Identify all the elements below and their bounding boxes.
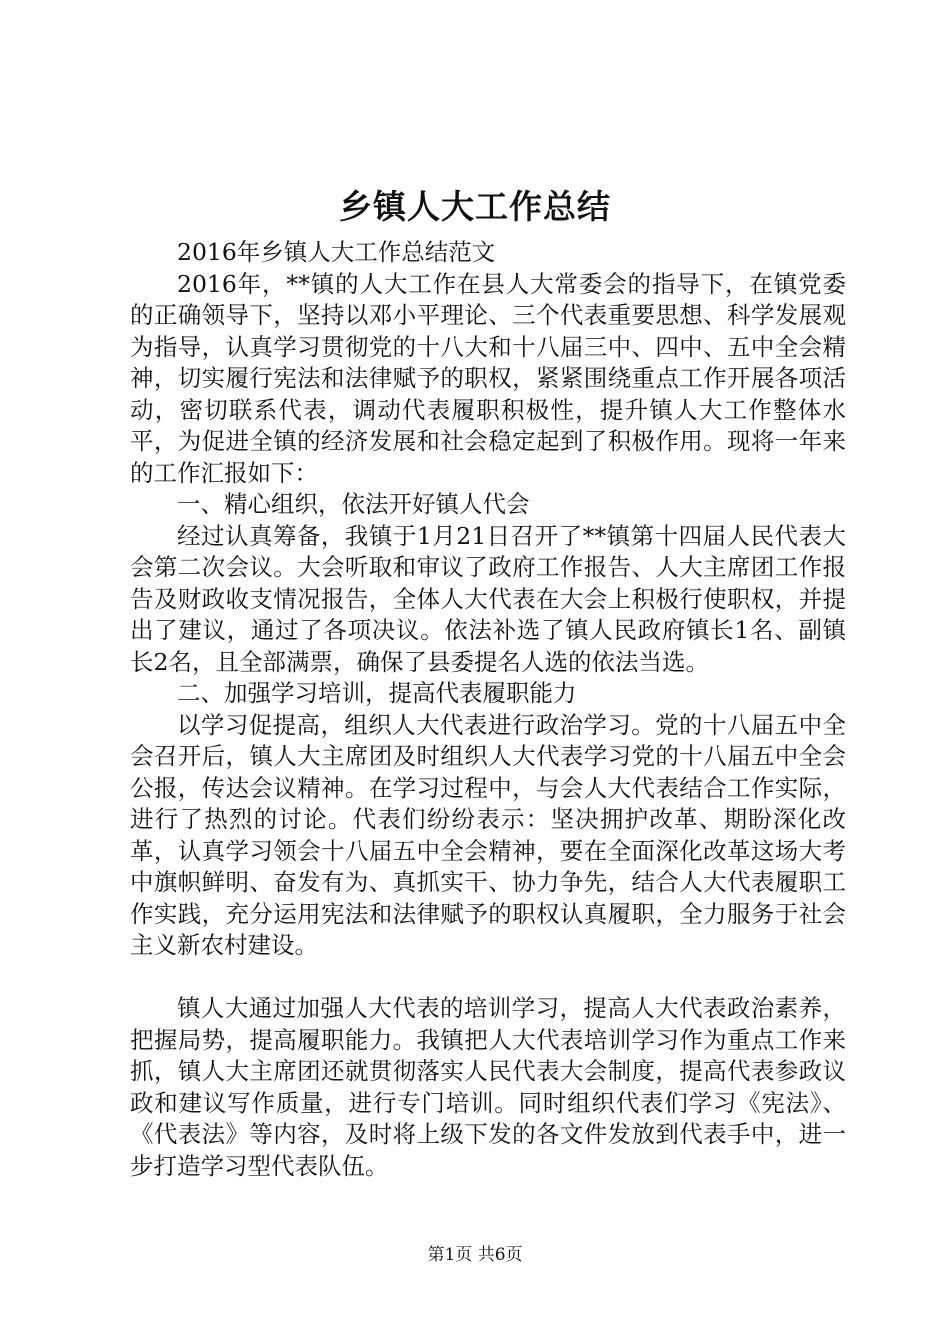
- section-2-paragraph-1: 以学习促提高，组织人大代表进行政治学习。党的十八届五中全会召开后，镇人大主席团及时组织人大代表学习党的十八届五中全会公报，传达会议精神。在学习过程中，与会人大代表结合工作实际，进行了热烈的讨论。代表们纷纷表示：坚决拥护改革、期盼深化改革，认真学习领会十八届五中全会精神，要在全面深化改革这场大考中旗帜鲜明、奋发有为、真抓实干、协力争先，结合人大代表履职工作实践，充分运用宪法和法律赋予的职权认真履职，全力服务于社会主义新农村建设。: [130, 710, 846, 959]
- document-body: [130, 237, 846, 1182]
- document-title: 乡镇人大工作总结: [339, 187, 611, 226]
- subtitle-paragraph: 2016年乡镇人大工作总结范文: [177, 238, 496, 266]
- intro-paragraph: 2016年，**镇的人大工作在县人大常委会的指导下，在镇党委的正确领导下，坚持以邓小平理论、三个代表重要思想、科学发展观为指导，认真学习贯彻党的十八大和十八届三中、四中、五中全会精神，切实履行宪法和法律赋予的职权，紧紧围绕重点工作开展各项活动，密切联系代表，调动代表履职积极性，提升镇人大工作整体水平，为促进全镇的经济发展和社会稳定起到了积极作用。现将一年来的工作汇报如下：: [130, 269, 846, 487]
- section-heading-2: 二、加强学习培训，提高代表履职能力: [177, 679, 577, 707]
- page-footer: 第1页 共6页: [427, 1245, 523, 1265]
- section-1-paragraph: 经过认真筹备，我镇于1月21日召开了**镇第十四届人民代表大会第二次会议。大会听取和审议了政府工作报告、人大主席团工作报告及财政收支情况报告，全体人大代表在大会上积极行使职权，并提出了建议，通过了各项决议。依法补选了镇人民政府镇长1名、副镇长2名，且全部满票，确保了县委提名人选的依法当选。: [130, 521, 846, 676]
- section-2-paragraph-2: 镇人大通过加强人大代表的培训学习，提高人大代表政治素养，把握局势，提高履职能力。我镇把人大代表培训学习作为重点工作来抓，镇人大主席团还就贯彻落实人民代表大会制度，提高代表参政议政和建议写作质量，进行专门培训。同时组织代表们学习《宪法》、《代表法》等内容，及时将上级下发的各文件发放到代表手中，进一步打造学习型代表队伍。: [130, 994, 846, 1180]
- section-heading-1: 一、精心组织，依法开好镇人代会: [177, 490, 530, 518]
